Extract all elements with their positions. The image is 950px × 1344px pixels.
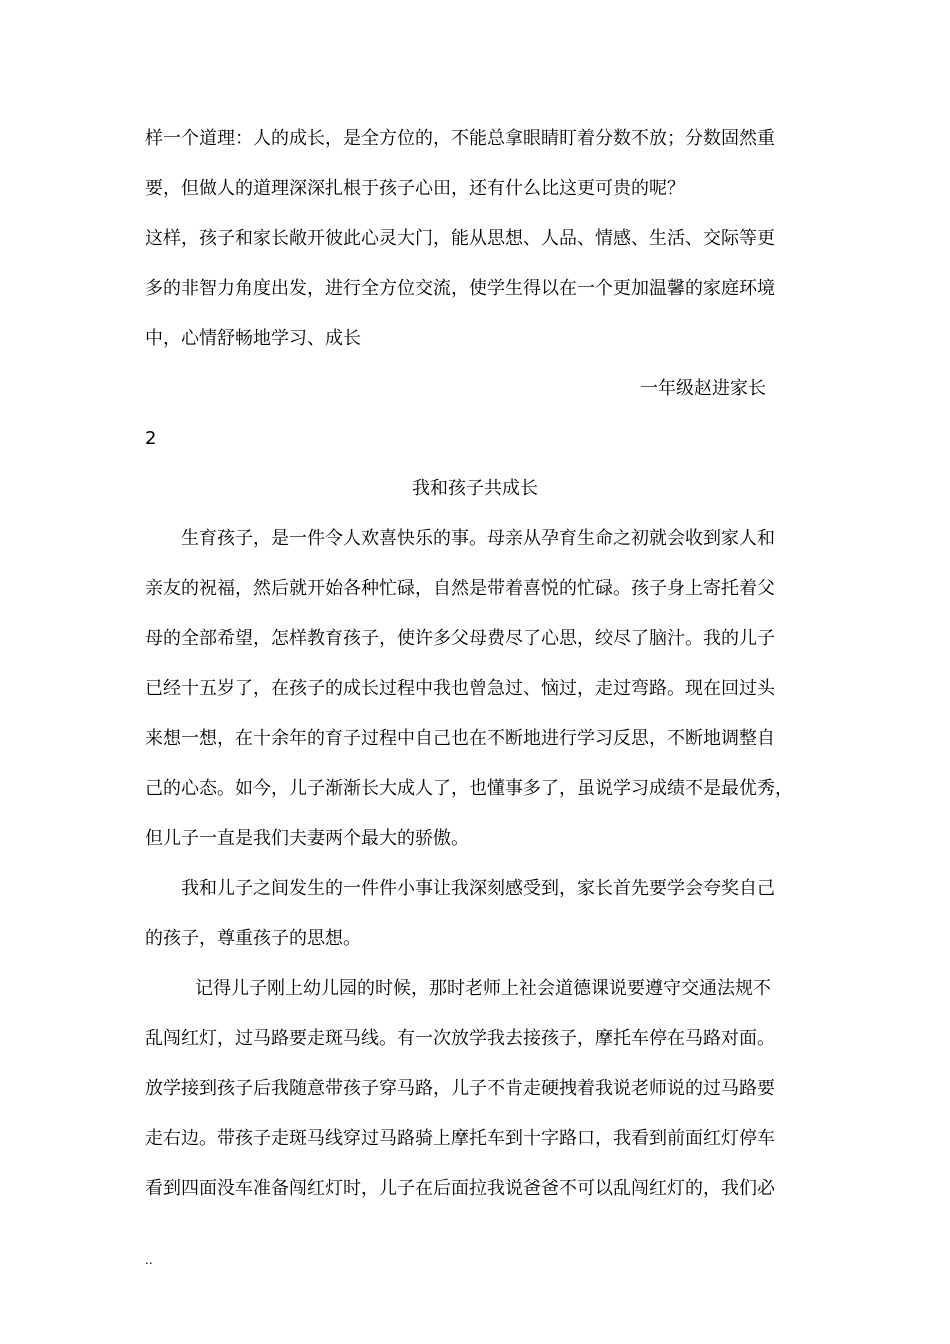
paragraph-line: 乱闯红灯，过马路要走斑马线。有一次放学我去接孩子，摩托车停在马路对面。	[145, 1028, 775, 1049]
paragraph-line: 的孩子，尊重孩子的思想。	[145, 928, 361, 949]
paragraph-line: 要，但做人的道理深深扎根于孩子心田，还有什么比这更可贵的呢？	[145, 178, 685, 199]
paragraph-line: 但儿子一直是我们夫妻两个最大的骄傲。	[145, 828, 469, 849]
paragraph-line: 样一个道理：人的成长，是全方位的，不能总拿眼睛盯着分数不放；分数固然重	[145, 128, 775, 149]
paragraph-line: 我和儿子之间发生的一件件小事让我深刻感受到，家长首先要学会夸奖自己	[181, 878, 775, 899]
paragraph-line: 多的非智力角度出发，进行全方位交流，使学生得以在一个更加温馨的家庭环境	[145, 278, 775, 299]
paragraph-line: 放学接到孩子后我随意带孩子穿马路，儿子不肯走硬拽着我说老师说的过马路要	[145, 1078, 775, 1099]
paragraph-line: 记得儿子刚上幼儿园的时候，那时老师上社会道德课说要遵守交通法规不	[195, 978, 771, 999]
essay-title: 我和孩子共成长	[412, 478, 538, 499]
paragraph-line: 中，心情舒畅地学习、成长	[145, 328, 361, 349]
section-number: 2	[145, 428, 157, 449]
paragraph-line: 来想一想，在十余年的育子过程中自己也在不断地进行学习反思，不断地调整自	[145, 728, 775, 749]
footer-mark: ..	[145, 1253, 153, 1267]
paragraph-line: 母的全部希望，怎样教育孩子，使许多父母费尽了心思，绞尽了脑汁。我的儿子	[145, 628, 775, 649]
paragraph-line: 已经十五岁了，在孩子的成长过程中我也曾急过、恼过，走过弯路。现在回过头	[145, 678, 775, 699]
paragraph-line: 生育孩子，是一件令人欢喜快乐的事。母亲从孕育生命之初就会收到家人和	[181, 528, 775, 549]
paragraph-line: 己的心态。如今，儿子渐渐长大成人了，也懂事多了，虽说学习成绩不是最优秀，	[145, 778, 793, 799]
paragraph-line: 亲友的祝福，然后就开始各种忙碌，自然是带着喜悦的忙碌。孩子身上寄托着父	[145, 578, 775, 599]
paragraph-line: 看到四面没车准备闯红灯时，儿子在后面拉我说爸爸不可以乱闯红灯的，我们必	[145, 1178, 775, 1199]
signature: 一年级赵进家长	[640, 378, 766, 399]
paragraph-line: 走右边。带孩子走斑马线穿过马路骑上摩托车到十字路口，我看到前面红灯停车	[145, 1128, 775, 1149]
paragraph-line: 这样，孩子和家长敞开彼此心灵大门，能从思想、人品、情感、生活、交际等更	[145, 228, 775, 249]
